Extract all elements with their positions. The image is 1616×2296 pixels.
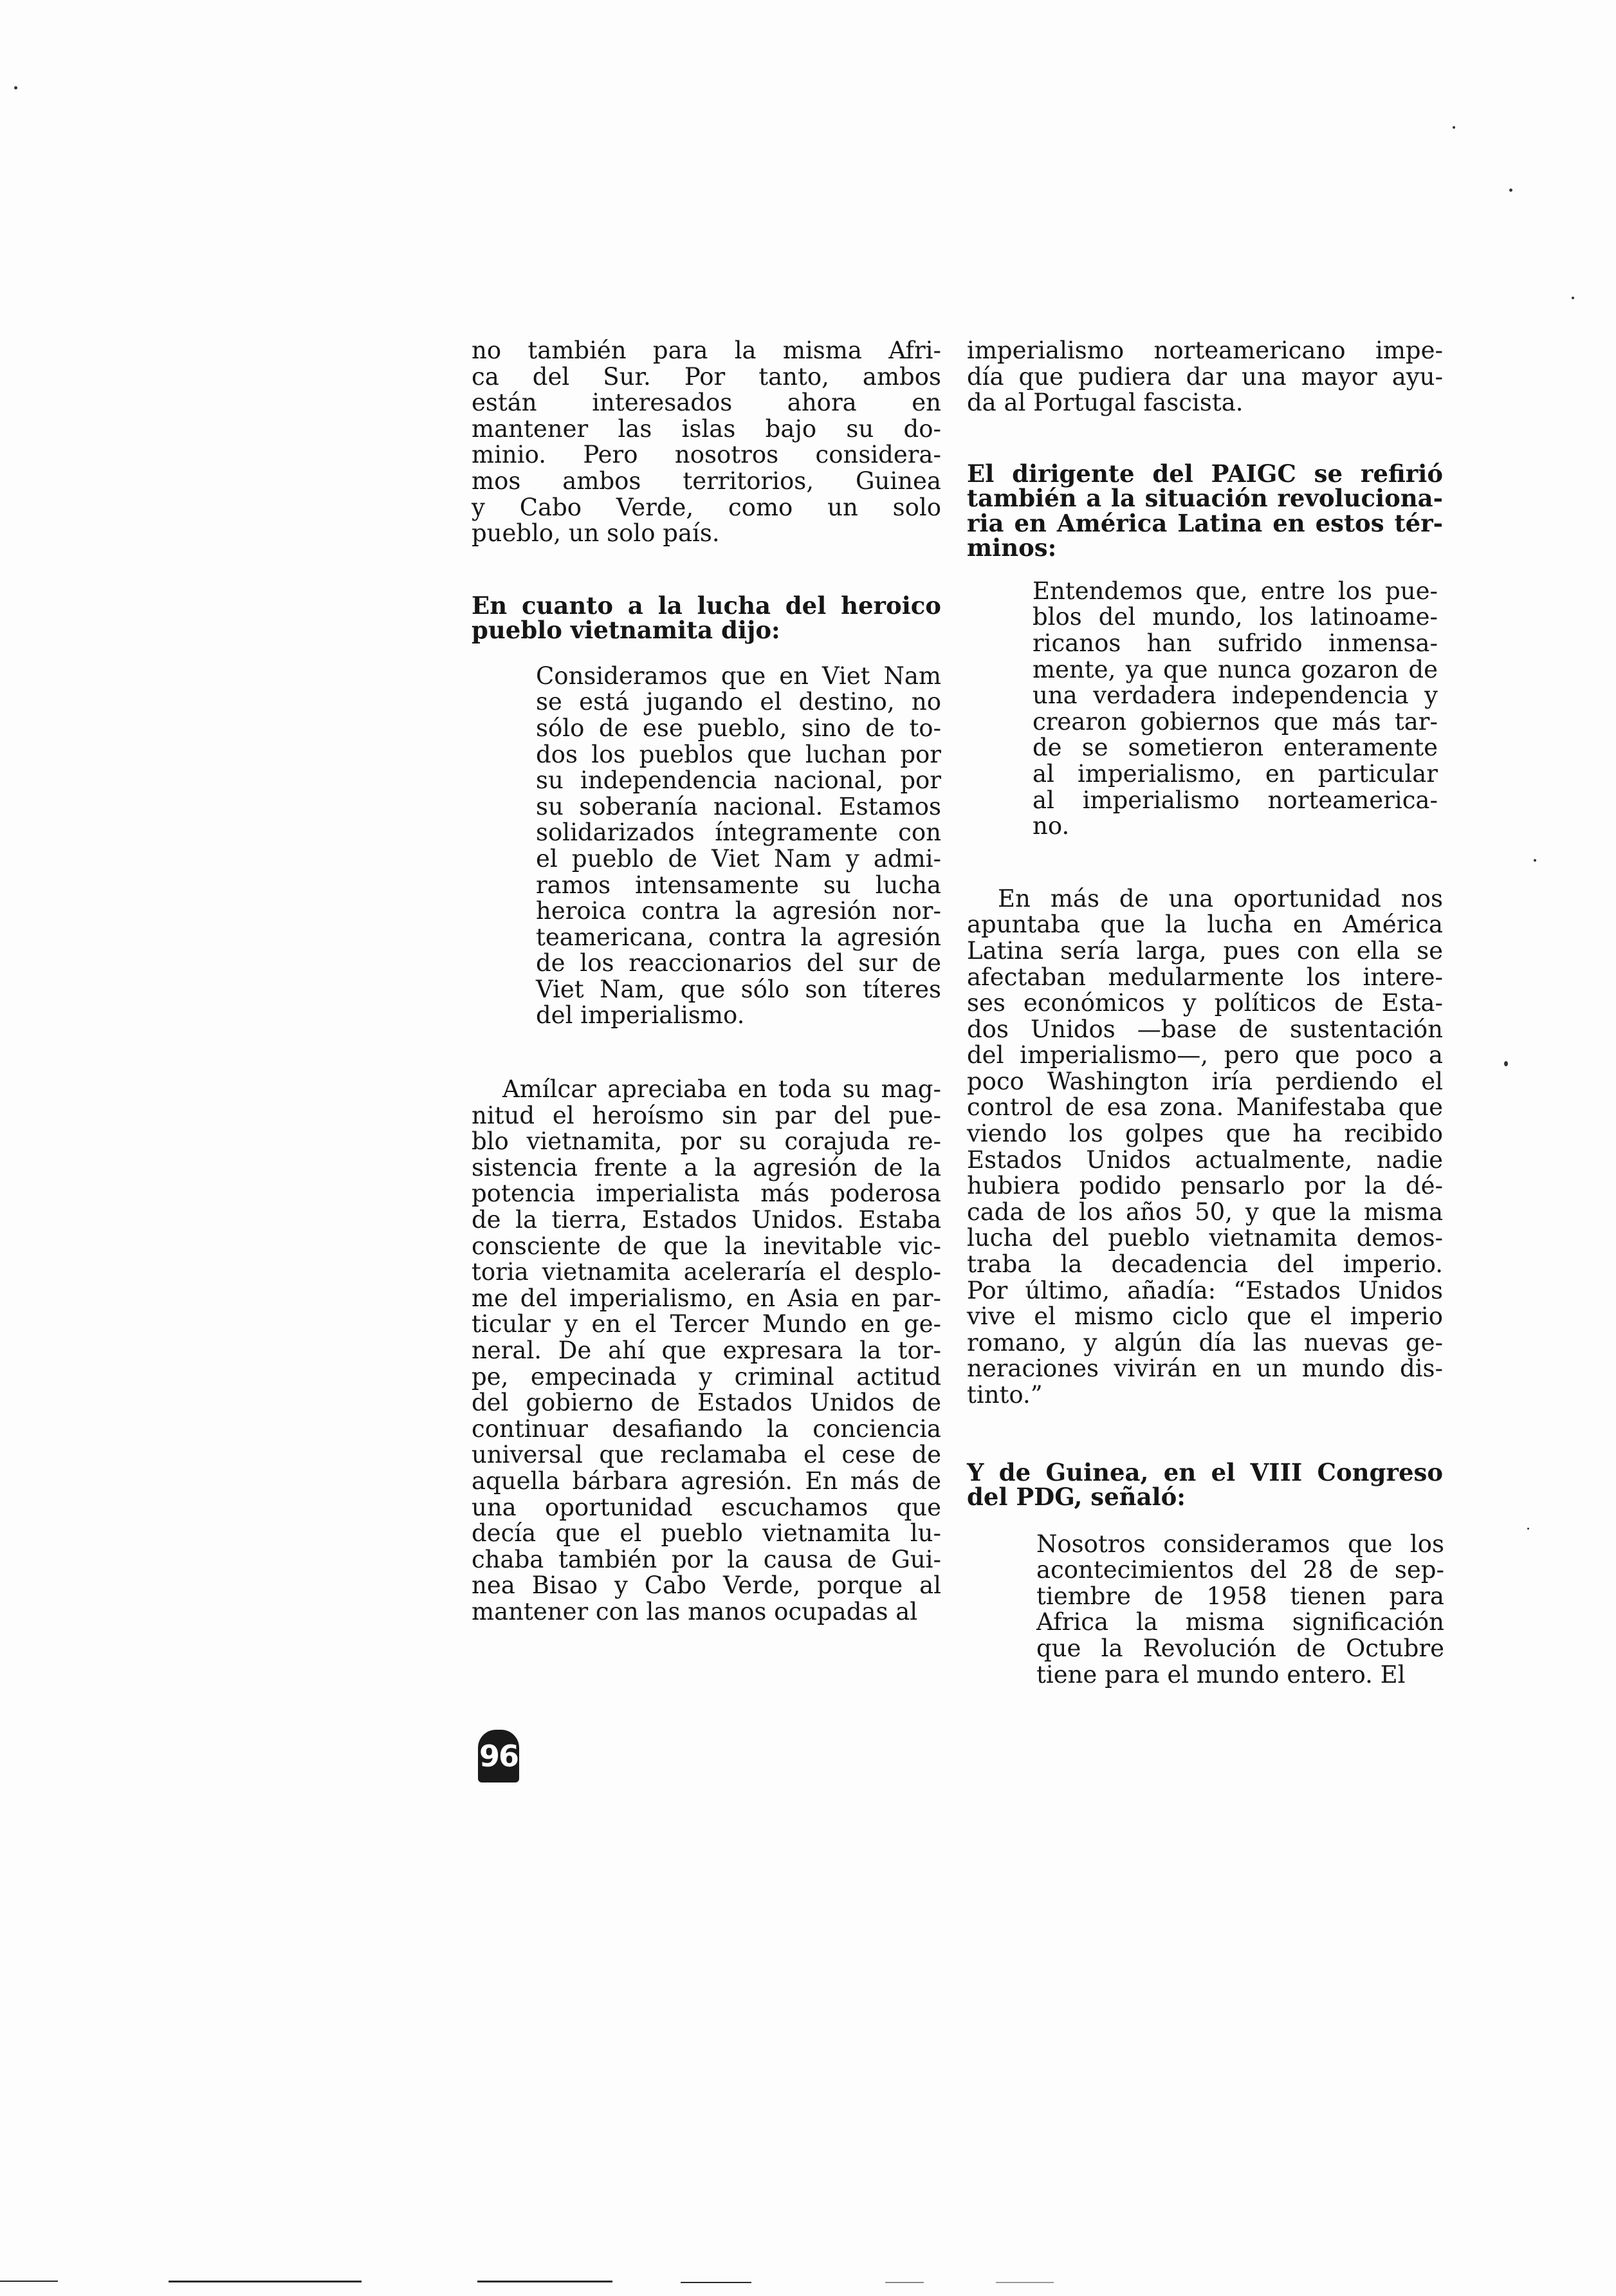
- text-line: me del imperialismo, en Asia en par-: [472, 1284, 941, 1312]
- text-line: nitud el heroísmo sin par del pue-: [472, 1101, 941, 1129]
- text-line: viendo los golpes que ha recibido: [967, 1120, 1443, 1148]
- text-line: tiene para el mundo entero. El: [1036, 1660, 1406, 1689]
- text-line: consciente de que la inevitable vic-: [472, 1232, 941, 1260]
- text-line: se está jugando el destino, no: [536, 688, 941, 716]
- left-column: [472, 338, 941, 1625]
- text-line: poco Washington iría perdiendo el: [967, 1067, 1443, 1095]
- scan-edge-line: [885, 2282, 924, 2283]
- text-line: ricanos han sufrido inmensa-: [1033, 629, 1438, 657]
- text-line: Estados Unidos actualmente, nadie: [967, 1145, 1443, 1174]
- text-line: heroica contra la agresión nor-: [536, 897, 941, 925]
- text-line: blos del mundo, los latinoame-: [1033, 603, 1438, 631]
- text-line: del imperialismo—, pero que poco a: [967, 1041, 1443, 1069]
- text-line: Entendemos que, entre los pue-: [1033, 577, 1438, 605]
- text-line: pueblo, un solo país.: [472, 519, 720, 548]
- right-paragraph-2: [967, 886, 1443, 1409]
- text-line: una verdadera independencia y: [1033, 681, 1438, 710]
- text-line: minio. Pero nosotros considera-: [472, 441, 941, 469]
- text-line: solidarizados íntegramente con: [536, 819, 941, 847]
- text-line: al imperialismo norteamerica-: [1033, 786, 1438, 814]
- text-line: ca del Sur. Por tanto, ambos: [472, 362, 941, 391]
- text-line: no.: [1033, 812, 1070, 840]
- text-line: vive el mismo ciclo que el imperio: [967, 1302, 1443, 1331]
- text-line: una oportunidad escuchamos que: [472, 1493, 941, 1521]
- text-line: mantener con las manos ocupadas al: [472, 1597, 918, 1625]
- scan-speck: [1509, 189, 1512, 192]
- text-line: lucha del pueblo vietnamita demos-: [967, 1224, 1443, 1252]
- scan-edge-line: [681, 2282, 751, 2283]
- text-line: del gobierno de Estados Unidos de: [472, 1389, 941, 1417]
- text-line: Viet Nam, que sólo son títeres: [536, 975, 941, 1003]
- scan-speck: [1527, 1528, 1529, 1530]
- text-line: Africa la misma significación: [1036, 1608, 1444, 1636]
- right-heading-latin-america: [967, 461, 1443, 560]
- text-line: traba la decadencia del imperio.: [967, 1250, 1443, 1279]
- text-line: están interesados ahora en: [472, 389, 941, 417]
- text-line: imperialismo norteamericano impe-: [967, 337, 1443, 364]
- left-paragraph-2: [472, 1077, 941, 1625]
- scan-edge-line: [996, 2282, 1054, 2283]
- text-line: dos los pueblos que luchan por: [536, 740, 941, 768]
- text-line: teamericana, contra la agresión: [536, 923, 941, 951]
- text-line: dos Unidos —base de sustentación: [967, 1015, 1443, 1043]
- text-line: control de esa zona. Manifestaba que: [967, 1093, 1443, 1122]
- text-line: mente, ya que nunca gozaron de: [1033, 655, 1438, 683]
- right-paragraph-1: [967, 338, 1443, 416]
- text-line: blo vietnamita, por su corajuda re-: [472, 1127, 941, 1156]
- scan-edge-line: [0, 2281, 58, 2282]
- text-line: ses económicos y políticos de Esta-: [967, 989, 1443, 1017]
- text-line: también a la situación revoluciona-: [967, 484, 1443, 513]
- text-line: universal que reclamaba el cese de: [472, 1441, 941, 1469]
- text-line: ticular y en el Tercer Mundo en ge-: [472, 1310, 941, 1338]
- text-line: neraciones vivirán en un mundo dis-: [967, 1355, 1443, 1383]
- scan-edge-line: [477, 2281, 612, 2282]
- text-line: Amílcar apreciaba en toda su mag-: [502, 1075, 941, 1104]
- text-line: En cuanto a la lucha del heroico: [472, 591, 941, 620]
- scan-speck: [1453, 126, 1455, 129]
- text-line: En más de una oportunidad nos: [998, 884, 1443, 912]
- scan-speck: [14, 86, 17, 89]
- text-line: y Cabo Verde, como un solo: [472, 493, 941, 521]
- text-line: Y de Guinea, en el VIII Congreso: [967, 1458, 1443, 1486]
- right-column: [967, 338, 1443, 1688]
- text-line: el pueblo de Viet Nam y admi-: [536, 844, 941, 873]
- text-line: ramos intensamente su lucha: [536, 871, 941, 899]
- text-line: tiembre de 1958 tienen para: [1036, 1582, 1444, 1610]
- text-line: continuar desafiando la conciencia: [472, 1414, 941, 1443]
- page-number-badge: 96: [478, 1730, 519, 1782]
- text-line: día que pudiera dar una mayor ayu-: [967, 362, 1443, 391]
- text-line: que la Revolución de Octubre: [1036, 1634, 1444, 1662]
- text-line: mantener las islas bajo su do-: [472, 414, 941, 443]
- text-line: da al Portugal fascista.: [967, 389, 1244, 417]
- text-line: sólo de ese pueblo, sino de to-: [536, 714, 941, 742]
- text-line: acontecimientos del 28 de sep-: [1036, 1556, 1444, 1584]
- left-quote-vietnam: [536, 663, 941, 1029]
- text-line: romano, y algún día las nuevas ge-: [967, 1328, 1443, 1356]
- text-line: su independencia nacional, por: [536, 766, 941, 795]
- text-line: pe, empecinada y criminal actitud: [472, 1362, 941, 1391]
- text-line: potencia imperialista más poderosa: [472, 1180, 941, 1208]
- text-line: de los reaccionarios del sur de: [536, 949, 941, 977]
- text-line: minos:: [967, 533, 1057, 562]
- right-quote-latin-america: [1033, 579, 1438, 840]
- text-line: nea Bisao y Cabo Verde, porque al: [472, 1571, 941, 1600]
- text-line: afectaban medularmente los intere-: [967, 963, 1443, 991]
- text-line: del PDG, señaló:: [967, 1483, 1186, 1512]
- text-line: su soberanía nacional. Estamos: [536, 792, 941, 820]
- text-line: neral. De ahí que expresara la tor-: [472, 1337, 941, 1364]
- right-heading-guinea: [967, 1460, 1443, 1510]
- text-line: Nosotros consideramos que los: [1036, 1530, 1444, 1558]
- text-line: El dirigente del PAIGC se refirió: [967, 459, 1443, 488]
- text-line: no también para la misma Afri-: [472, 337, 941, 364]
- text-line: toria vietnamita aceleraría el desplo-: [472, 1258, 941, 1286]
- text-line: apuntaba que la lucha en América: [967, 911, 1443, 939]
- text-line: chaba también por la causa de Gui-: [472, 1545, 941, 1573]
- scan-edge-line: [169, 2281, 362, 2282]
- text-line: sistencia frente a la agresión de la: [472, 1153, 941, 1181]
- text-line: tinto.”: [967, 1381, 1043, 1409]
- text-line: de se sometieron enteramente: [1033, 734, 1438, 762]
- text-line: ria en América Latina en estos tér-: [967, 508, 1443, 537]
- left-heading-vietnam: [472, 593, 941, 643]
- text-line: del imperialismo.: [536, 1001, 745, 1030]
- text-line: aquella bárbara agresión. En más de: [472, 1467, 941, 1495]
- text-line: mos ambos territorios, Guinea: [472, 467, 941, 495]
- scan-speck: [1572, 297, 1574, 299]
- scan-speck: [1534, 859, 1536, 862]
- right-quote-guinea: [1036, 1532, 1444, 1689]
- scan-speck: [1504, 1061, 1508, 1066]
- text-line: hubiera podido pensarlo por la dé-: [967, 1172, 1443, 1200]
- text-line: pueblo vietnamita dijo:: [472, 616, 780, 645]
- left-paragraph-1: [472, 338, 941, 547]
- text-line: Por último, añadía: “Estados Unidos: [967, 1276, 1443, 1304]
- text-line: Latina sería larga, pues con ella se: [967, 936, 1443, 965]
- text-line: cada de los años 50, y que la misma: [967, 1198, 1443, 1226]
- text-line: decía que el pueblo vietnamita lu-: [472, 1519, 941, 1548]
- text-line: de la tierra, Estados Unidos. Estaba: [472, 1206, 941, 1234]
- text-line: crearon gobiernos que más tar-: [1033, 707, 1438, 736]
- text-line: Consideramos que en Viet Nam: [536, 662, 941, 690]
- text-line: al imperialismo, en particular: [1033, 759, 1438, 788]
